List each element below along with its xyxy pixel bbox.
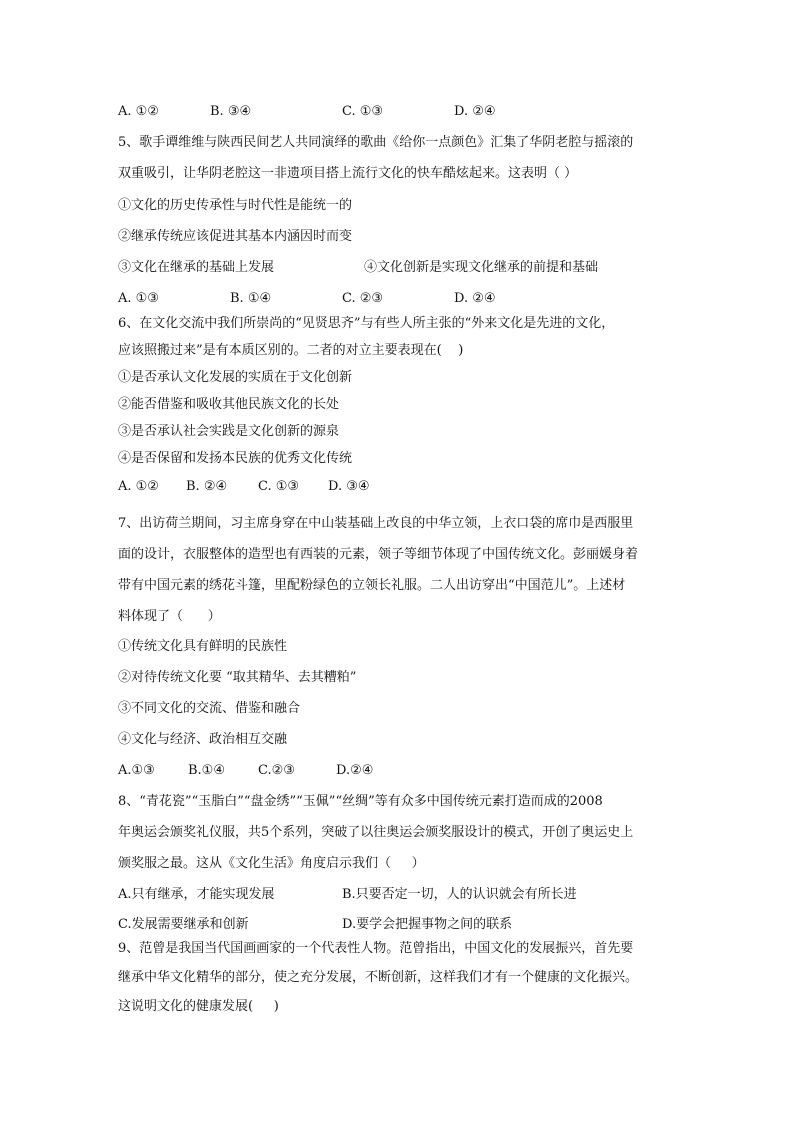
q8-option-c: C.发展需要继承和创新 <box>118 917 249 932</box>
q9-stem-line-3: 这说明文化的健康发展( ) <box>118 999 279 1014</box>
q5-option-c: C. ②③ <box>342 291 384 306</box>
q6-option-d: D. ③④ <box>328 479 370 494</box>
q5-option-a: A. ①③ <box>118 291 159 306</box>
q8-stem-line-3: 颁奖服之最。这从《文化生活》角度启示我们（ ） <box>118 856 425 871</box>
q7-option-b: B.①④ <box>188 763 225 778</box>
q6-stem-line-2: 应该照搬过来”是有本质区别的。二者的对立主要表现在( ) <box>118 343 464 358</box>
q7-option-d: D.②④ <box>336 763 374 778</box>
q5-option-b: B. ①④ <box>230 291 272 306</box>
q7-stem-line-4: 料体现了（ ） <box>118 609 221 624</box>
q6-option-b: B. ②④ <box>186 479 228 494</box>
q5-stem-line-1: 5、歌手谭维维与陕西民间艺人共同演绎的歌曲《给你一点颜色》汇集了华阴老腔与摇滚的 <box>118 135 634 150</box>
q8-stem-line-2: 年奥运会颁奖礼仪服，共5个系列，突破了以往奥运会颁奖服设计的模式，开创了奥运史上 <box>118 825 634 840</box>
q4-option-c: C. ①③ <box>342 104 384 119</box>
q7-item-2: ②对待传统文化要 “取其精华、去其糟粕” <box>118 670 357 685</box>
q8-option-d: D.要学会把握事物之间的联系 <box>342 917 513 932</box>
q4-option-b: B. ③④ <box>210 104 252 119</box>
q4-option-d: D. ②④ <box>454 104 496 119</box>
q7-stem-line-3: 带有中国元素的绣花斗篷，里配粉绿色的立领长礼服。二人出访穿出“中国范儿”。上述材 <box>118 578 626 593</box>
q9-stem-line-1: 9、范曾是我国当代国画画家的一个代表性人物。范曾指出，中国文化的发展振兴，首先要 <box>118 941 634 956</box>
q6-stem-line-1: 6、在文化交流中我们所崇尚的“见贤思齐”与有些人所主张的“外来文化是先进的文化， <box>118 316 615 331</box>
q5-option-d: D. ②④ <box>454 291 496 306</box>
q8-stem-line-1: 8、“青花瓷”“玉脂白”“盘金绣”“玉佩”“丝绸”等有众多中国传统元素打造而成的2008 <box>118 794 603 809</box>
q5-item-3: ③文化在继承的基础上发展 <box>118 260 275 275</box>
q6-option-a: A. ①② <box>118 479 159 494</box>
q5-stem-line-2: 双重吸引，让华阴老腔这一非遗项目搭上流行文化的快车酷炫起来。这表明（ ） <box>118 166 578 181</box>
q7-option-c: C.②③ <box>258 763 295 778</box>
q8-option-a: A.只有继承，才能实现发展 <box>118 887 275 902</box>
q5-item-2: ②继承传统应该促进其基本内涵因时而变 <box>118 229 353 244</box>
q6-item-3: ③是否承认社会实践是文化创新的源泉 <box>118 424 340 439</box>
q6-item-4: ④是否保留和发扬本民族的优秀文化传统 <box>118 451 353 466</box>
q8-option-b: B.只要否定一切，人的认识就会有所长进 <box>342 887 577 902</box>
q7-stem-line-1: 7、出访荷兰期间，习主席身穿在中山装基础上改良的中华立领，上衣口袋的席巾是西服里 <box>118 516 634 531</box>
q5-item-1: ①文化的历史传承性与时代性是能统一的 <box>118 198 353 213</box>
q7-stem-line-2: 面的设计，衣服整体的造型也有西装的元素，领子等细节体现了中国传统文化。彭丽媛身着 <box>118 547 639 562</box>
q5-item-4: ④文化创新是实现文化继承的前提和基础 <box>364 260 599 275</box>
q7-item-4: ④文化与经济、政治相互交融 <box>118 732 288 747</box>
q6-item-2: ②能否借鉴和吸收其他民族文化的长处 <box>118 397 340 412</box>
q6-option-c: C. ①③ <box>258 479 300 494</box>
q9-stem-line-2: 继承中华文化精华的部分，使之充分发展，不断创新，这样我们才有一个健康的文化振兴。 <box>118 970 639 985</box>
q4-option-a: A. ①② <box>118 104 159 119</box>
q6-item-1: ①是否承认文化发展的实质在于文化创新 <box>118 370 353 385</box>
q7-item-3: ③不同文化的交流、借鉴和融合 <box>118 701 301 716</box>
q7-item-1: ①传统文化具有鲜明的民族性 <box>118 639 288 654</box>
q7-option-a: A.①③ <box>118 763 155 778</box>
